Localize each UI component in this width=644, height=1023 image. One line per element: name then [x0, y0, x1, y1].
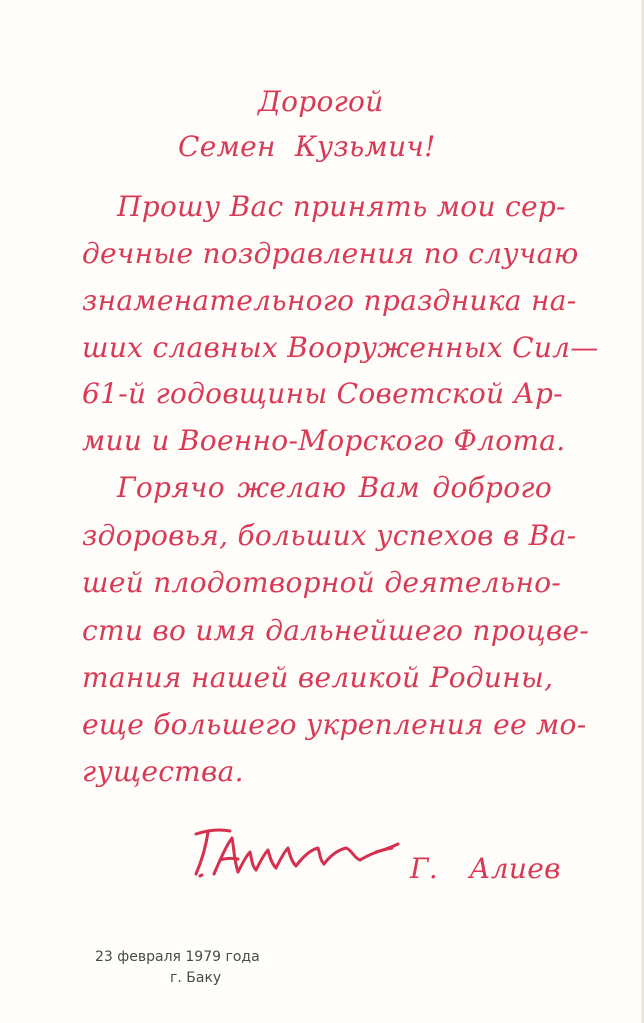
- letter-line-9: шей плодотворной деятельно-: [82, 566, 562, 599]
- letter-line-13: гущества.: [82, 755, 244, 788]
- letter-date: 23 февраля 1979 года: [95, 949, 260, 965]
- greeting-line-1: Дорогой: [258, 85, 384, 118]
- letter-line-7: Горячо желаю Вам доброго: [117, 471, 552, 504]
- signer-name: Г. Алиев: [410, 852, 561, 885]
- letter-line-1: Прошу Вас принять мои сер-: [117, 190, 566, 223]
- letter-place: г. Баку: [170, 970, 222, 986]
- letter-line-4: ших славных Вооруженных Сил—: [82, 331, 599, 364]
- letter-line-11: тания нашей великой Родины,: [82, 661, 554, 694]
- letter-line-2: дечные поздравления по случаю: [82, 237, 579, 270]
- letter-line-8: здоровья, больших успехов в Ва-: [82, 519, 577, 552]
- letter-line-3: знаменательного праздника на-: [82, 284, 577, 317]
- greeting-line-2: Семен Кузьмич!: [178, 130, 436, 163]
- letter-line-5: 61-й годовщины Советской Ар-: [82, 377, 564, 410]
- letter-line-6: мии и Военно-Морского Флота.: [82, 424, 566, 457]
- letter-line-12: еще большего укрепления ее мо-: [82, 708, 587, 741]
- handwritten-signature: [180, 820, 402, 888]
- letter-line-10: сти во имя дальнейшего процве-: [82, 614, 590, 647]
